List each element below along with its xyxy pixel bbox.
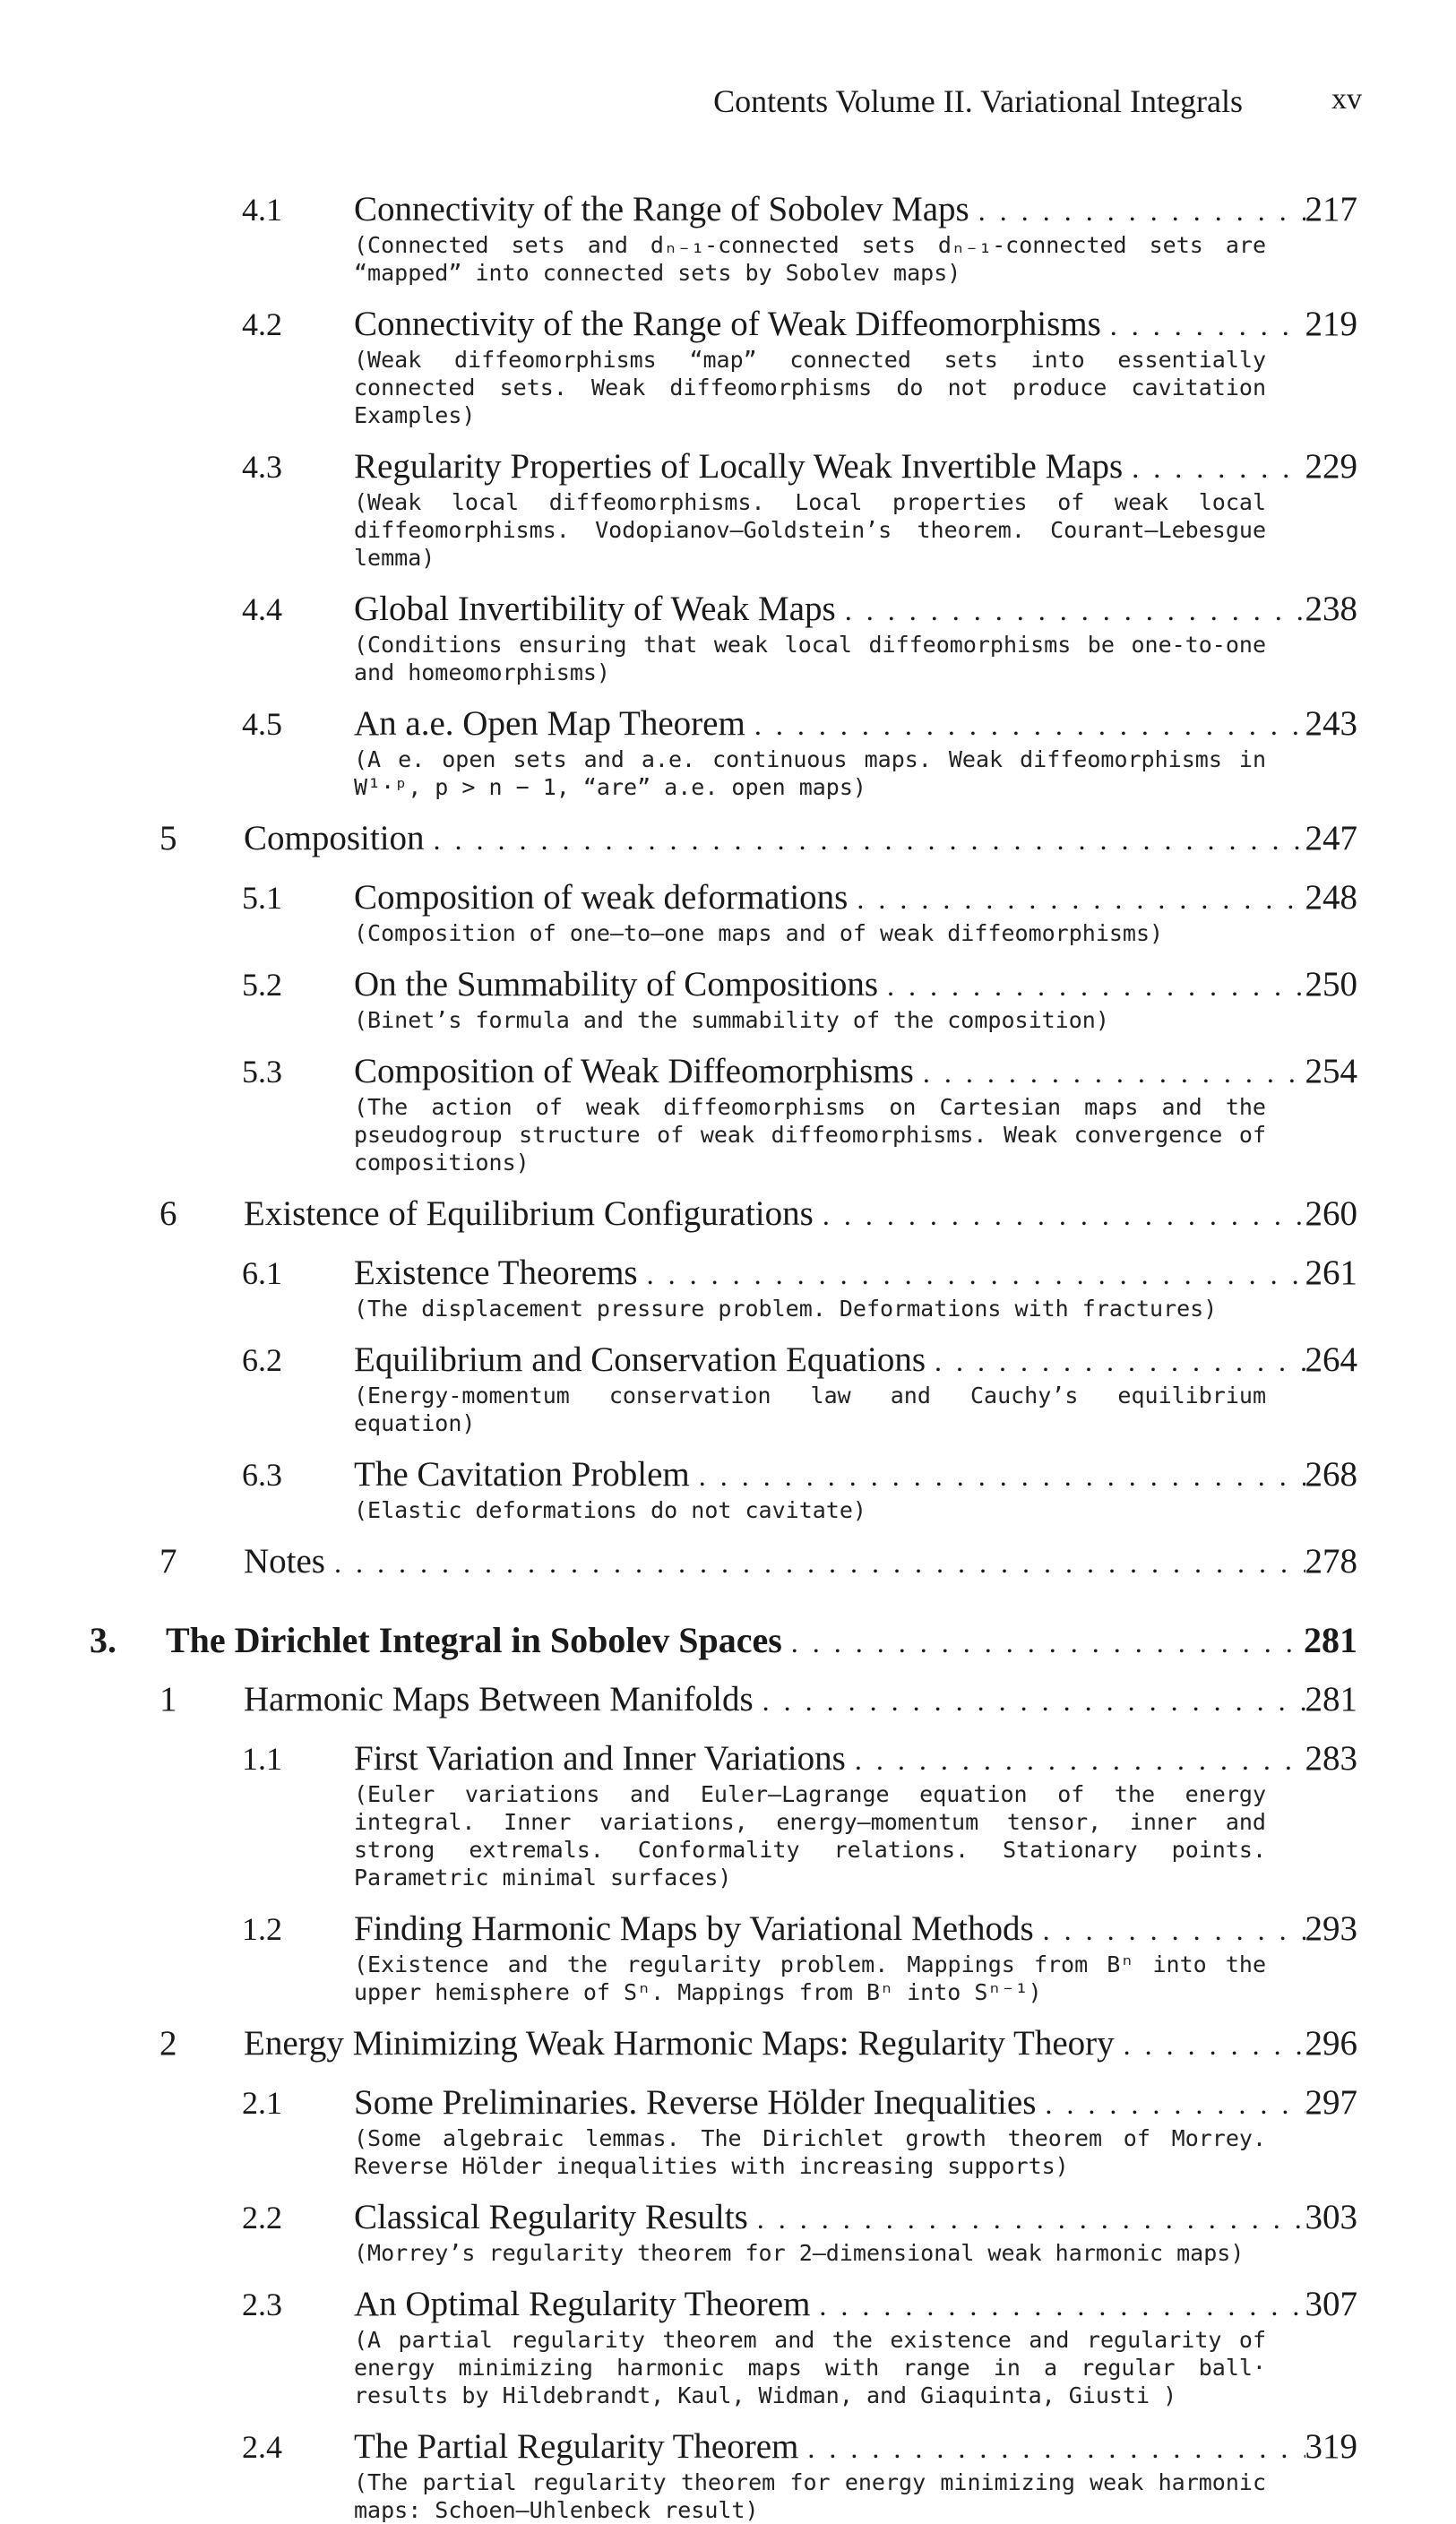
section-title: Harmonic Maps Between Manifolds <box>244 1680 754 1719</box>
entry-page: 217 <box>1305 190 1357 228</box>
toc-section-7[interactable] <box>0 1540 1456 1583</box>
leader-dots <box>798 2426 1305 2469</box>
entry-number: 2.3 <box>242 2287 282 2322</box>
entry-description: (The displacement pressure problem. Deformations with fractures) <box>354 1296 1218 1322</box>
section-title: Energy Minimizing Weak Harmonic Maps: Regularity Theory <box>244 2024 1115 2063</box>
entry-page: 254 <box>1305 1052 1357 1090</box>
toc-entry-4-2[interactable] <box>0 303 1456 346</box>
section-number: 2 <box>159 2024 177 2063</box>
chapter-number: 3. <box>90 1620 116 1660</box>
toc-entry-5-2[interactable] <box>0 963 1456 1006</box>
entry-description: (Elastic deformations do not cavitate) <box>354 1497 866 1523</box>
page-number: xv <box>1331 82 1362 116</box>
entry-number: 5.1 <box>242 880 282 916</box>
leader-dots <box>745 703 1305 746</box>
entry-page: 229 <box>1305 447 1357 486</box>
entry-title: Some Preliminaries. Reverse Hölder Inequalities <box>354 2083 1037 2122</box>
section-title: Composition <box>244 819 425 857</box>
toc-entry-2-4[interactable] <box>0 2425 1456 2468</box>
toc-entry-6-1[interactable] <box>0 1252 1456 1295</box>
entry-description: (Conditions ensuring that weak local diffeomorphisms be one-to-one and homeomorphisms) <box>354 632 1266 685</box>
leader-dots <box>810 2284 1305 2327</box>
toc-entry-4-1[interactable] <box>0 188 1456 231</box>
entry-description: (The partial regularity theorem for energy minimizing weak harmonic maps: Schoen–Uhlenbeck result) <box>354 2469 1266 2523</box>
section-title: Notes <box>244 1542 325 1581</box>
entry-description: (Connected sets and dₙ₋₁-connected sets dₙ₋₁-connected sets are “mapped” into connected sets by Sobolev maps) <box>354 232 1266 286</box>
section-title: Existence of Equilibrium Configurations <box>244 1194 814 1233</box>
leader-dots <box>748 2197 1305 2240</box>
toc-entry-6-3[interactable] <box>0 1453 1456 1496</box>
entry-title: Connectivity of the Range of Sobolev Maps <box>354 190 969 228</box>
leader-dots <box>782 1621 1304 1664</box>
toc-entry-1-2[interactable] <box>0 1908 1456 1951</box>
entry-number: 4.2 <box>242 306 282 342</box>
entry-page: 297 <box>1305 2083 1357 2122</box>
entry-page: 219 <box>1305 305 1357 343</box>
toc-section-3-2[interactable] <box>0 2022 1456 2065</box>
running-header-title: Contents Volume II. Variational Integrals <box>713 83 1243 119</box>
leader-dots <box>1101 304 1305 347</box>
leader-dots <box>1123 446 1305 489</box>
section-number: 6 <box>159 1194 177 1233</box>
section-number: 1 <box>159 1680 177 1719</box>
entry-page: 261 <box>1305 1253 1357 1292</box>
chapter-page: 281 <box>1304 1620 1357 1660</box>
entry-description: (A partial regularity theorem and the existence and regularity of energy minimizing harmonic maps with range in a regular ball· results by Hildebrandt, Kaul, Widman, and Giaquinta, Giusti ) <box>354 2327 1266 2408</box>
leader-dots <box>1115 2023 1305 2066</box>
entry-title: Equilibrium and Conservation Equations <box>354 1340 926 1379</box>
leader-dots <box>754 1679 1305 1722</box>
entry-title: First Variation and Inner Variations <box>354 1739 846 1778</box>
toc-entry-4-5[interactable] <box>0 702 1456 745</box>
chapter-title: The Dirichlet Integral in Sobolev Spaces <box>166 1620 782 1660</box>
leader-dots <box>914 1051 1305 1094</box>
leader-dots <box>425 818 1305 861</box>
leader-dots <box>638 1253 1305 1296</box>
entry-page: 264 <box>1305 1340 1357 1379</box>
entry-description: (Euler variations and Euler–Lagrange equation of the energy integral. Inner variations, energy–momentum tensor, inner and strong extremals. Conformality relations. Stationary points. Parametric minimal surfaces) <box>354 1781 1266 1891</box>
toc-chapter-3[interactable] <box>0 1619 1456 1662</box>
section-page: 296 <box>1305 2024 1357 2063</box>
leader-dots <box>846 1738 1305 1781</box>
entry-number: 4.5 <box>242 706 282 742</box>
entry-number: 4.3 <box>242 449 282 485</box>
entry-page: 243 <box>1305 704 1357 743</box>
entry-description: (Existence and the regularity problem. Mappings from Bⁿ into the upper hemisphere of Sⁿ. Mappings from Bⁿ into Sⁿ⁻¹) <box>354 1951 1266 2005</box>
entry-title: An Optimal Regularity Theorem <box>354 2285 811 2323</box>
toc-entry-4-4[interactable] <box>0 588 1456 631</box>
leader-dots <box>848 877 1305 920</box>
entry-number: 6.2 <box>242 1342 282 1378</box>
section-page: 247 <box>1305 819 1357 857</box>
leader-dots <box>836 589 1305 632</box>
entry-title: Connectivity of the Range of Weak Diffeomorphisms <box>354 305 1101 343</box>
entry-number: 6.3 <box>242 1457 282 1493</box>
entry-number: 4.4 <box>242 591 282 627</box>
entry-number: 5.3 <box>242 1054 282 1090</box>
entry-page: 319 <box>1305 2427 1357 2466</box>
leader-dots <box>690 1454 1305 1497</box>
entry-page: 283 <box>1305 1739 1357 1778</box>
section-page: 278 <box>1305 1542 1357 1581</box>
running-header <box>0 82 1456 125</box>
entry-description: (Some algebraic lemmas. The Dirichlet growth theorem of Morrey. Reverse Hölder inequalities with increasing supports) <box>354 2125 1266 2179</box>
entry-title: On the Summability of Compositions <box>354 965 879 1004</box>
entry-page: 250 <box>1305 965 1357 1004</box>
entry-number: 6.1 <box>242 1255 282 1291</box>
entry-description: (Binet’s formula and the summability of the composition) <box>354 1007 1109 1033</box>
toc-entry-5-3[interactable] <box>0 1050 1456 1093</box>
entry-description: (Weak local diffeomorphisms. Local properties of weak local diffeomorphisms. Vodopianov–Goldstein’s theorem. Courant–Lebesgue lemma) <box>354 489 1266 571</box>
leader-dots <box>1036 2082 1305 2125</box>
entry-number: 5.2 <box>242 967 282 1003</box>
entry-number: 2.1 <box>242 2085 282 2121</box>
leader-dots <box>878 964 1305 1007</box>
toc-section-6[interactable] <box>0 1193 1456 1236</box>
entry-number: 1.2 <box>242 1911 282 1947</box>
leader-dots <box>969 189 1305 232</box>
section-number: 7 <box>159 1542 177 1581</box>
leader-dots <box>814 1193 1305 1236</box>
leader-dots <box>926 1340 1305 1383</box>
entry-page: 307 <box>1305 2285 1357 2323</box>
leader-dots <box>325 1541 1305 1584</box>
section-number: 5 <box>159 819 177 857</box>
entry-number: 2.4 <box>242 2429 282 2465</box>
table-of-contents <box>0 188 1456 2524</box>
entry-title: The Cavitation Problem <box>354 1455 690 1494</box>
toc-entry-1-1[interactable] <box>0 1737 1456 1780</box>
toc-entry-4-3[interactable] <box>0 445 1456 488</box>
entry-description: (Weak diffeomorphisms “map” connected sets into essentially connected sets. Weak diffeomorphisms do not produce cavitation Examples) <box>354 347 1266 428</box>
entry-title: Finding Harmonic Maps by Variational Methods <box>354 1909 1034 1948</box>
entry-page: 268 <box>1305 1455 1357 1494</box>
entry-page: 303 <box>1305 2198 1357 2236</box>
toc-entry-2-1[interactable] <box>0 2081 1456 2124</box>
toc-entry-5-1[interactable] <box>0 876 1456 919</box>
entry-title: Composition of Weak Diffeomorphisms <box>354 1052 914 1090</box>
entry-title: The Partial Regularity Theorem <box>354 2427 799 2466</box>
leader-dots <box>1034 1908 1305 1951</box>
toc-entry-6-2[interactable] <box>0 1339 1456 1382</box>
entry-page: 293 <box>1305 1909 1357 1948</box>
section-page: 260 <box>1305 1194 1357 1233</box>
toc-entry-2-3[interactable] <box>0 2283 1456 2326</box>
entry-page: 248 <box>1305 878 1357 917</box>
entry-title: Regularity Properties of Locally Weak Invertible Maps <box>354 447 1124 486</box>
section-page: 281 <box>1305 1680 1357 1719</box>
entry-title: Existence Theorems <box>354 1253 638 1292</box>
toc-entry-2-2[interactable] <box>0 2196 1456 2239</box>
entry-number: 4.1 <box>242 192 282 228</box>
entry-number: 2.2 <box>242 2200 282 2235</box>
entry-title: Global Invertibility of Weak Maps <box>354 590 836 628</box>
toc-section-5[interactable] <box>0 817 1456 860</box>
entry-description: (Morrey’s regularity theorem for 2–dimensional weak harmonic maps) <box>354 2240 1245 2266</box>
entry-number: 1.1 <box>242 1741 282 1777</box>
entry-description: (A e. open sets and a.e. continuous maps. Weak diffeomorphisms in W¹·ᵖ, p > n − 1, “are” a.e. open maps) <box>354 746 1266 800</box>
entry-description: (Composition of one–to–one maps and of weak diffeomorphisms) <box>354 920 1164 946</box>
entry-description: (Energy-momentum conservation law and Cauchy’s equilibrium equation) <box>354 1383 1266 1436</box>
entry-title: Classical Regularity Results <box>354 2198 748 2236</box>
entry-page: 238 <box>1305 590 1357 628</box>
entry-title: Composition of weak deformations <box>354 878 849 917</box>
entry-description: (The action of weak diffeomorphisms on Cartesian maps and the pseudogroup structure of weak diffeomorphisms. Weak convergence of compositions) <box>354 1094 1266 1176</box>
entry-title: An a.e. Open Map Theorem <box>354 704 745 743</box>
toc-section-3-1[interactable] <box>0 1678 1456 1721</box>
